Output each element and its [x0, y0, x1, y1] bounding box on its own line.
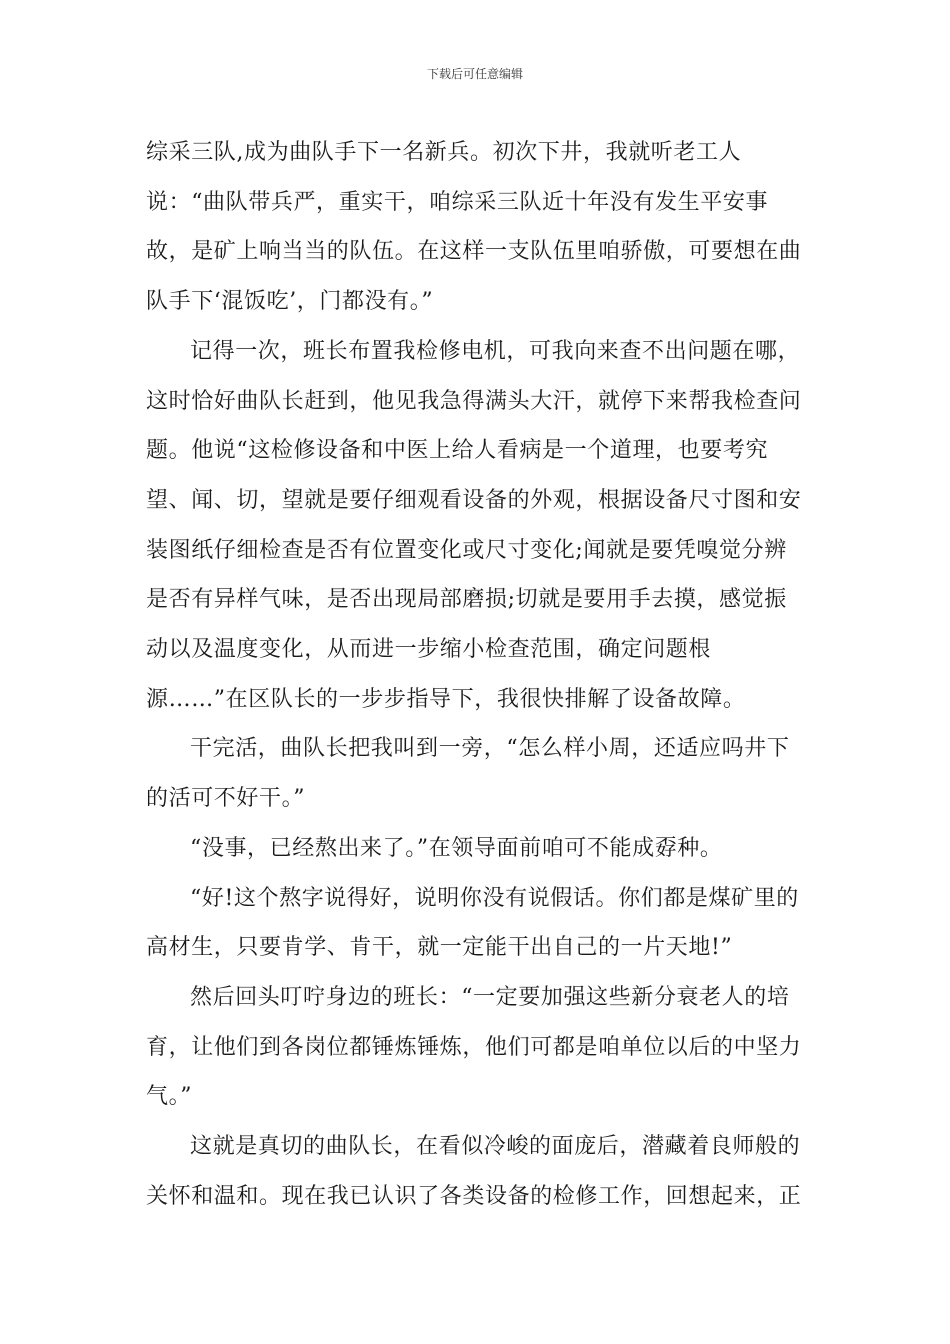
paragraph-reflection: 这就是真切的曲队长，在看似冷峻的面庞后，潜藏着良师般的关怀和温和。现在我已认识了各类设备的检修工作，回想起来，正 — [146, 1134, 802, 1209]
paragraph-instruction: 然后回头叮咛身边的班长：“一定要加强这些新分衰老人的培育，让他们到各岗位都锤炼锤炼，他们可都是咱单位以后的中坚力气。” — [146, 984, 802, 1110]
paragraph-repair-story: 记得一次，班长布置我检修电机，可我向来查不出问题在哪，这时恰好曲队长赶到，他见我急得满头大汗，就停下来帮我检查问题。他说“这检修设备和中医上给人看病是一个道理，也要考究望、闻、切，望就是要仔细观看设备的外观，根据设备尺寸图和安装图纸仔细检查是否有位置变化或尺寸变化;闻就是要凭嗅觉分辨是否有异样气味，是否出现局部磨损;切就是要用手去摸，感觉振动以及温度变化，从而进一步缩小检查范围，确定问题根源……”在区队长的一步步指导下，我很快排解了设备故障。 — [146, 338, 802, 712]
paragraph-praise: “好!这个熬字说得好，说明你没有说假话。你们都是煤矿里的高材生，只要肯学、肯干，就一定能干出自己的一片天地!” — [146, 885, 799, 961]
page-header: 下载后可任意编辑 — [426, 67, 523, 81]
paragraph-reply: “没事，已经熬出来了。”在领导面前咱可不能成孬种。 — [190, 835, 723, 861]
paragraph-after-work: 干完活，曲队长把我叫到一旁，“怎么样小周，还适应吗井下的活可不好干。” — [146, 736, 790, 812]
article-body — [146, 128, 806, 1221]
paragraph-continued: 综采三队,成为曲队手下一名新兵。初次下井，我就听老工人说：“曲队带兵严，重实干，咱综采三队近十年没有发生平安事故，是矿上响当当的队伍。在这样一支队伍里咱骄傲，可要想在曲队手下‘混饭吃’，门都没有。” — [146, 140, 802, 315]
